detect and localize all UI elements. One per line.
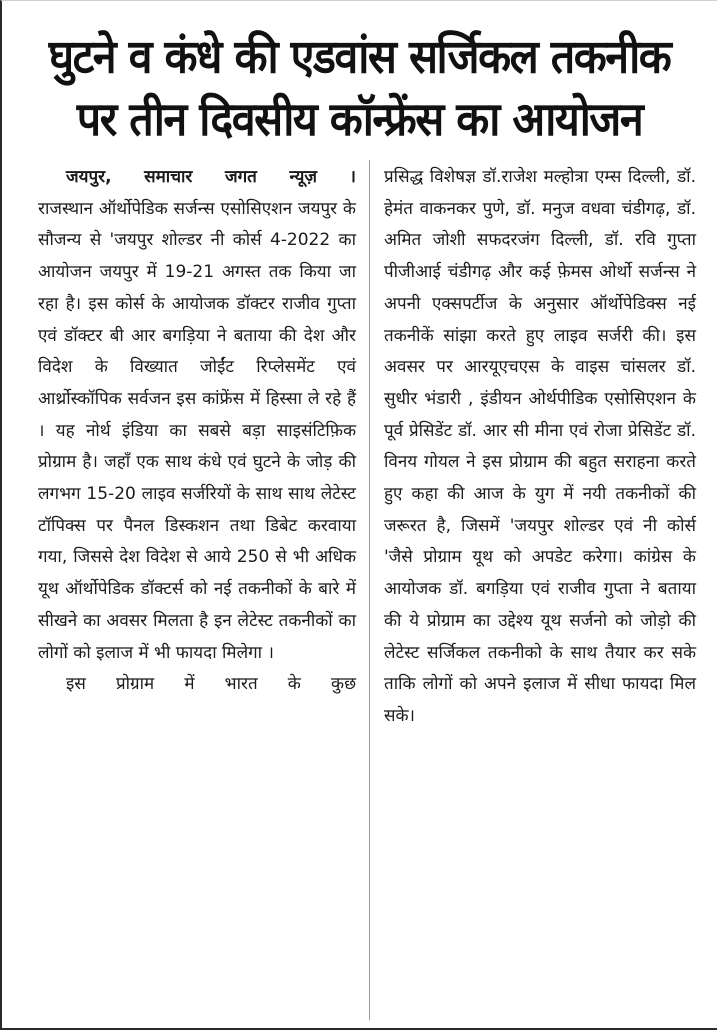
column-divider <box>369 160 370 1020</box>
article-column-left <box>38 162 356 701</box>
headline-line-2: पर तीन दिवसीय कॉन्फ्रेंस का आयोजन <box>76 92 643 147</box>
byline-paragraph <box>38 162 356 194</box>
article-paragraph-1: राजस्थान ऑर्थोपेडिक सर्जन्स एसोसिएशन जयपुर के सौजन्य से 'जयपुर शोल्डर नी कोर्स 4-2022 का आयोजन जयपुर में 19-21 अगस्त तक किया जा रहा है। इस कोर्स के आयोजक डॉक्टर राजीव गुप्ता एवं डॉक्टर बी आर बगड़िया ने बताया की देश और विदेश के विख्यात जोईंट रिप्लेसमेंट एवं आर्थ्रोस्कॉपिक सर्वजन इस कांफ्रेंस में हिस्सा ले रहे हैं । यह नोर्थ इंडिया का सबसे बड़ा साइसंटिफ़िक प्रोग्राम है। जहाँ एक साथ कंधे एवं घुटने के जोड़ की लगभग 15-20 लाइव सर्जरियों के साथ साथ लेटेस्ट टॉपिक्स पर पैनल डिस्कशन तथा डिबेट करवाया गया, जिससे देश विदेश से आये 250 से भी अधिक यूथ ऑर्थोपेडिक डॉक्टर्स को नई तकनीकों के बारे में सीखने का अवसर मिलता है इन लेटेस्ट तकनीकों का लोगों को इलाज में भी फायदा मिलेगा । <box>38 198 356 663</box>
article-column-right <box>384 162 696 733</box>
article-paragraph-2-start: इस प्रोग्राम में भारत के कुछ <box>66 674 356 695</box>
headline <box>0 26 719 151</box>
headline-line-1: घुटने व कंधे की एडवांस सर्जिकल तकनीक <box>48 30 671 85</box>
article-paragraph-2-continued: प्रसिद्ध विशेषज्ञ डॉ.राजेश मल्होत्रा एम्स दिल्ली, डॉ. हेमंत वाकनकर पुणे, डॉ. मनुज वधवा चंडीगढ़, डॉ. अमित जोशी सफदरजंग दिल्ली, डॉ. रवि गुप्ता पीजीआई चंडीगढ़ और कई फ़ेमस ओर्थो सर्जन्स ने अपनी एक्सपर्टीज के अनुसार ऑर्थोपेडिक्स नई तकनीकें सांझा करते हुए लाइव सर्जरी की। इस अवसर पर आरयूएचएस के वाइस चांसलर डॉ. सुधीर भंडारी , इंडीयन ओर्थपीडिक एसोसिएशन के पूर्व प्रेसिडेंट डॉ. आर सी मीना एवं रोजा प्रेसिडेंट डॉ. विनय गोयल ने इस प्रोग्राम की बहुत सराहना करते हुए कहा की आज के युग में नयी तकनीकों की जरूरत है, जिसमें 'जयपुर शोल्डर एवं नी कोर्स 'जैसे प्रोग्राम यूथ को अपडेट करेगा। कांग्रेस के आयोजक डॉ. बगड़िया एवं राजीव गुप्ता ने बताया की ये प्रोग्राम का उद्देश्य यूथ सर्जनो को जोड़ो की लेटेस्ट सर्जिकल तकनीको के साथ तैयार कर सके ताकि लोगों को अपने इलाज में सीधा फायदा मिल सके। <box>384 167 696 726</box>
byline: जयपुर, समाचार जगत न्यूज़ । <box>66 167 356 187</box>
